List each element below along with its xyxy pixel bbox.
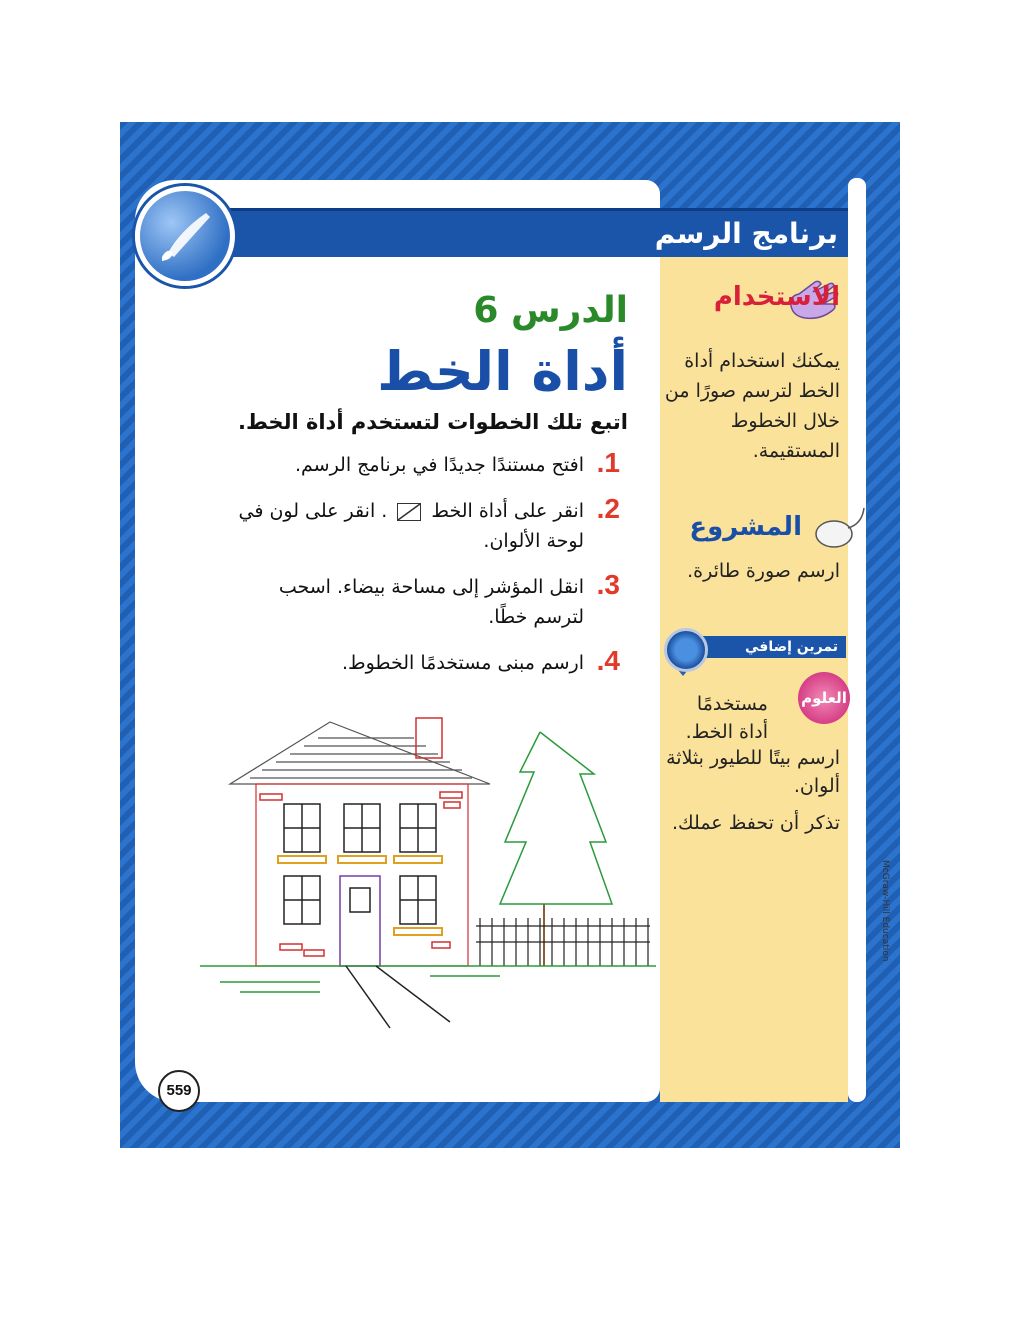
page-number: 559 [158, 1070, 200, 1112]
line-drawing-illustration [200, 712, 660, 1032]
grass-lines [220, 976, 500, 992]
side-credit: McGraw-Hill Education [880, 860, 890, 962]
extra-text-birdhouse: ارسم بيتًا للطيور بثلاثة ألوان. [666, 747, 840, 797]
extra-exercise-label: تمرين إضافي [745, 639, 838, 655]
extra-text-save: تذكر أن تحفظ عملك. [671, 812, 840, 834]
step-number: 4. [596, 645, 620, 676]
step-text: ارسم مبنى مستخدمًا الخطوط. [341, 652, 584, 674]
steps-list [230, 447, 620, 694]
step-item [230, 447, 620, 480]
step-text: افتح مستندًا جديدًا في برنامج الرسم. [294, 454, 584, 476]
brick-marks [260, 792, 462, 956]
step-item [230, 569, 620, 632]
mouse-icon [812, 506, 868, 554]
usage-heading: الاستخدام [713, 282, 840, 312]
science-badge: العلوم [798, 672, 850, 724]
fence [476, 918, 650, 966]
project-heading: المشروع [689, 512, 802, 542]
extra-text-tool: مستخدمًا أداة الخط. [685, 693, 768, 743]
medal-icon [664, 628, 708, 672]
lesson-intro: اتبع تلك الخطوات لتستخدم أداة الخط. [237, 410, 628, 434]
chimney [416, 718, 442, 758]
tree [500, 732, 612, 904]
step-number: 3. [596, 569, 620, 600]
step-text: انقر على أداة الخط [431, 500, 584, 522]
line-tool-icon [397, 503, 421, 521]
step-text: انقل المؤشر إلى مساحة بيضاء. اسحب لترسم خطًا. [278, 576, 584, 628]
house-roof [230, 722, 490, 784]
step-text-cont: . انقر على لون في لوحة الألوان. [238, 500, 584, 552]
door-window [350, 888, 370, 912]
house-door [340, 876, 380, 966]
header-title: برنامج الرسم [654, 217, 838, 250]
step-item [230, 645, 620, 678]
sidebar-strip [848, 178, 866, 1102]
project-text: ارسم صورة طائرة. [687, 560, 840, 582]
step-number: 2. [596, 493, 620, 524]
lesson-title: أداة الخط [377, 340, 628, 403]
header-bar [208, 208, 848, 257]
usage-text: يمكنك استخدام أداة الخط لترسم صورًا من خلال الخطوط المستقيمة. [664, 350, 840, 462]
step-item [230, 493, 620, 556]
lesson-number: الدرس 6 [473, 290, 628, 331]
step-number: 1. [596, 447, 620, 478]
paintbrush-icon [135, 186, 235, 286]
